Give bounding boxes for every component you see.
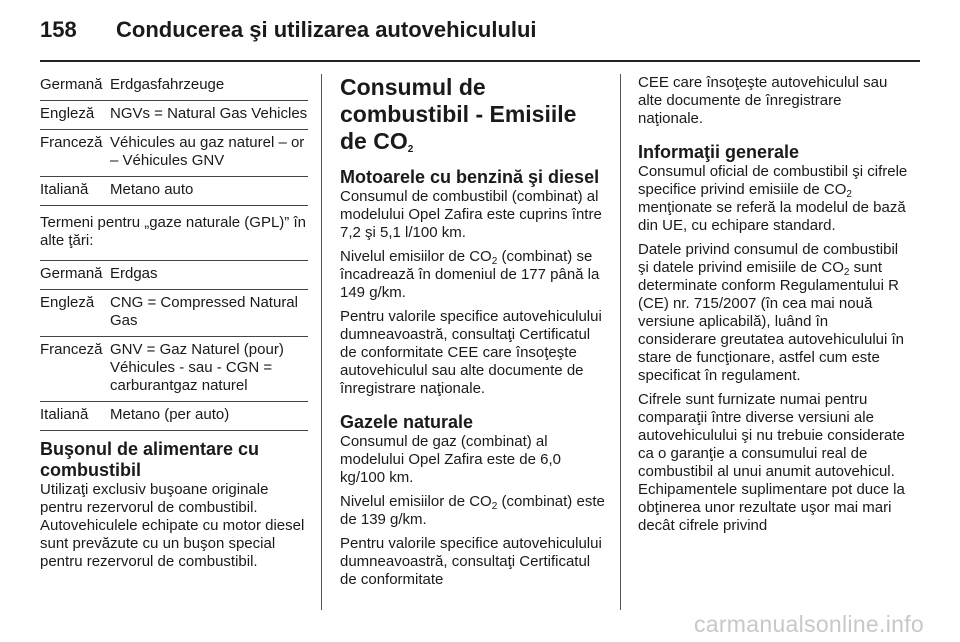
term-desc: GNV = Gaz Naturel (pour) Véhicules - sau - CGN = carburantgaz naturel: [110, 341, 284, 394]
term-desc: NGVs = Natural Gas Vehicles: [110, 105, 308, 122]
term: Engleză: [40, 105, 95, 122]
row-divider: [40, 289, 308, 290]
column-divider-1: [321, 74, 322, 610]
paragraph: Echipamentele suplimentare pot duce la obţinerea unor rezultate uşor mai mari decât cifrele privind: [638, 481, 905, 534]
fuel-cap-text: Utilizaţi exclusiv buşoane originale pentru rezervorul de combustibil. Autovehiculele echipate cu motor diesel sunt prevăzute cu un buşon special pentru rezervorul de combustibil.: [40, 481, 305, 570]
subheading-general-info: Informaţii generale: [638, 142, 800, 162]
paragraph: Consumul oficial de combustibil şi cifrele specifice privind emisiile de $CO_2$ menţionate se referă la modelul de bază din UE, cu echipare standard.: [638, 163, 908, 234]
term-desc: Metano auto: [110, 181, 194, 198]
row-divider: [40, 100, 308, 101]
terms-table-vehicles: [40, 74, 308, 208]
column-divider-2: [620, 74, 621, 610]
term: Germană: [40, 265, 103, 282]
paragraph: Datele privind consumul de combustibil şi datele privind emisiile de $CO_2$ sunt determinate conform Regulamentului R (CE) nr. 715/2007 (în cea mai nouă versiune aplicabilă), luând în considerare greutatea autovehiculului în stare de funcţionare, astfel cum este specificat în regulament.: [638, 241, 905, 384]
section-heading-consumption: Consumul de combustibil - Emisiile de $CO_2$: [340, 74, 577, 155]
fuel-cap-heading: Buşonul de alimentare cu combustibil: [40, 439, 260, 480]
term: Franceză: [40, 341, 103, 358]
row-divider: [40, 205, 308, 206]
term: Franceză: [40, 134, 103, 151]
term-desc: CNG = Compressed Natural Gas: [110, 294, 298, 329]
row-divider: [40, 336, 308, 337]
subheading-petrol-diesel: Motoarele cu benzină şi diesel: [340, 167, 600, 187]
paragraph: Nivelul emisiilor de $CO_2$ (combinat) este de 139 g/km.: [340, 493, 605, 528]
term-desc: Erdgasfahrzeuge: [110, 76, 225, 93]
paragraph: Consumul de combustibil (combinat) al modelului Opel Zafira este cuprins între 7,2 şi 5,1 l/100 km.: [340, 188, 602, 241]
term-desc: Metano (per auto): [110, 406, 230, 423]
watermark: carmanualsonline.info: [693, 611, 924, 637]
header-divider: [40, 60, 920, 62]
column-1: [40, 74, 308, 571]
term: Engleză: [40, 294, 95, 311]
column-2: [340, 74, 608, 589]
column-3: [638, 74, 908, 535]
paragraph-continued: CEE care însoţeşte autovehiculul sau alte documente de înregistrare naţionale.: [638, 74, 888, 127]
term: Germană: [40, 76, 103, 93]
term: Italiană: [40, 406, 89, 423]
row-divider: [40, 176, 308, 177]
paragraph: Consumul de gaz (combinat) al modelului Opel Zafira este de 6,0 kg/100 km.: [340, 433, 561, 486]
term-desc: Véhicules au gaz naturel – or – Véhicules GNV: [110, 134, 305, 169]
paragraph: Pentru valorile specifice autovehiculului dumneavoastră, consultaţi Certificatul de conformitate: [340, 535, 602, 588]
row-divider: [40, 260, 308, 261]
row-divider: [40, 129, 308, 130]
page-title: Conducerea şi utilizarea autovehiculului: [116, 17, 537, 42]
subheading-natural-gas: Gazele naturale: [340, 412, 474, 432]
row-divider: [40, 401, 308, 402]
term: Italiană: [40, 181, 89, 198]
gpl-intro: Termeni pentru „gaze naturale (GPL)” în alte ţări:: [40, 214, 306, 249]
terms-table-gas: [40, 256, 308, 433]
page-number: 158: [40, 17, 77, 42]
paragraph: Cifrele sunt furnizate numai pentru comparaţii între diverse versiuni ale autovehiculului şi nu trebuie considerate ca o garanţie a consumului real de combustibil al unui anumit autovehicul.: [638, 391, 905, 480]
page-header: [40, 10, 537, 50]
row-divider: [40, 430, 308, 431]
term-desc: Erdgas: [110, 265, 158, 282]
paragraph: Pentru valorile specifice autovehiculului dumneavoastră, consultaţi Certificatul de conformitate CEE care însoţeşte autovehiculul sau alte documente de înregistrare naţionale.: [340, 308, 602, 397]
paragraph: Nivelul emisiilor de $CO_2$ (combinat) se încadrează în domeniul de 177 până la 149 g/km.: [340, 248, 600, 301]
